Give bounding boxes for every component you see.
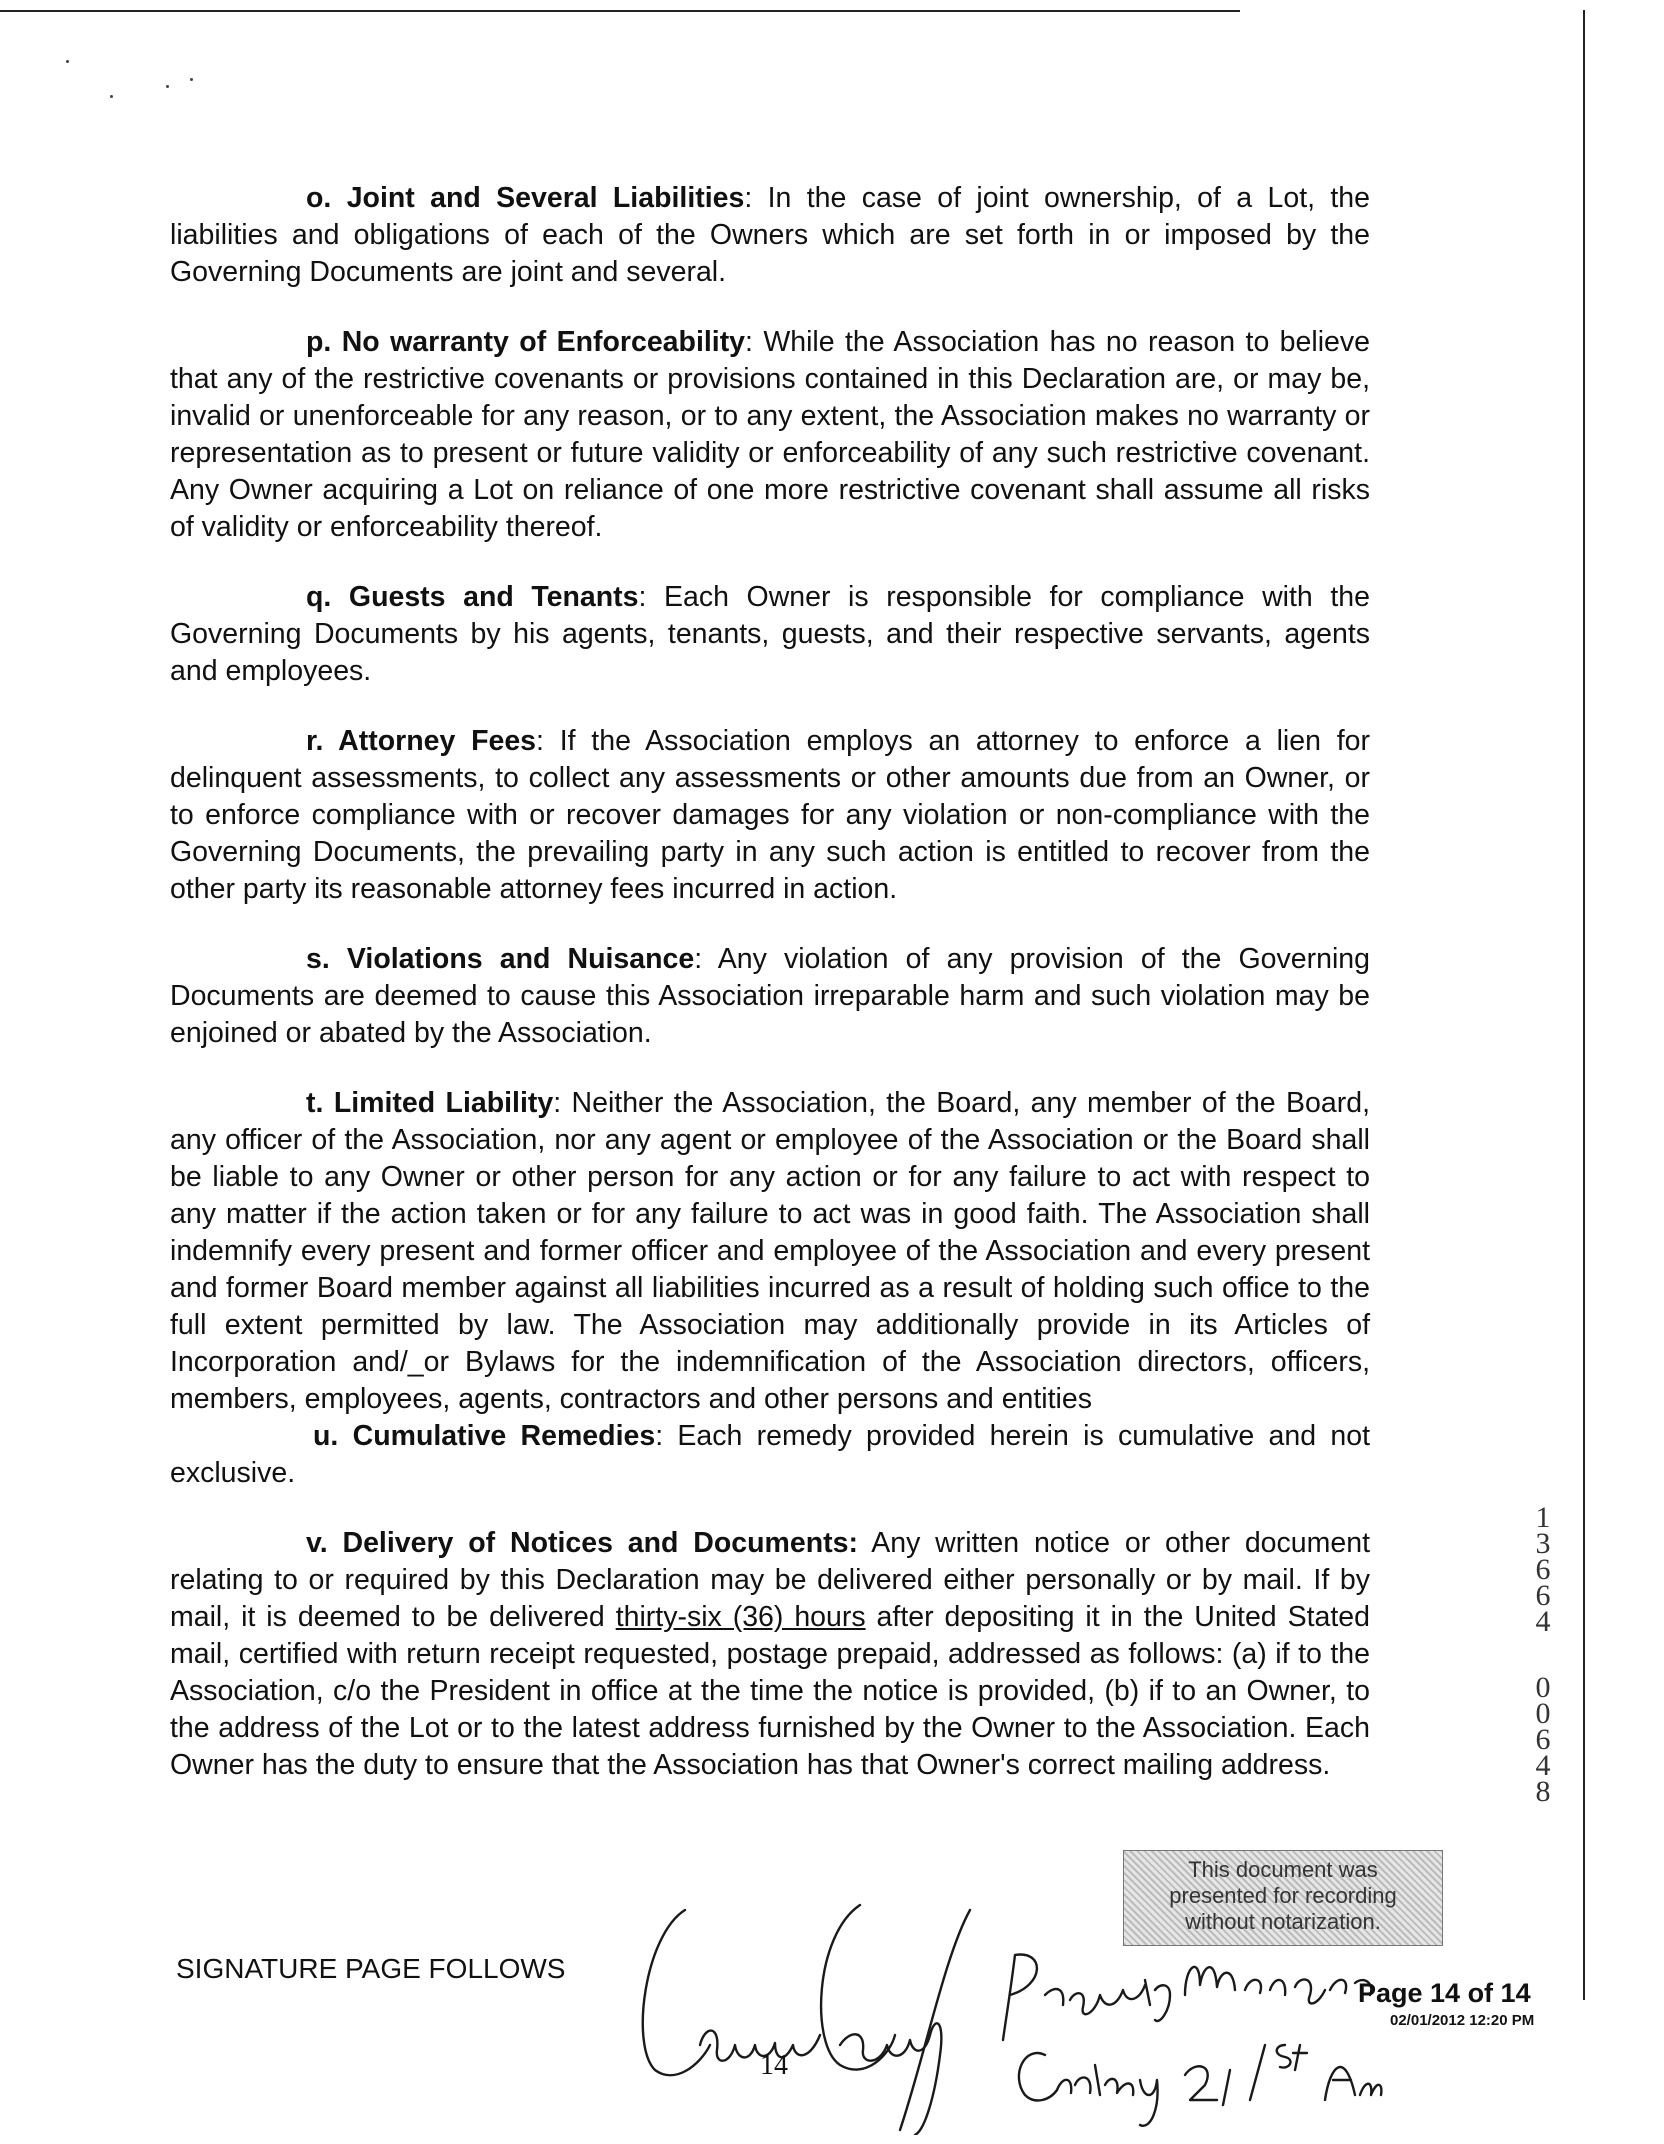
handwritten-signature (625, 1895, 1385, 2135)
section-r (170, 723, 1370, 908)
section-text: : In the case of joint ownership, of a Lot, the liabilities and obligations of each of the Owners which are set forth in or imposed by the Governing Documents are joint and several. (170, 182, 1371, 288)
recording-digit: 6 (1535, 1579, 1551, 1612)
recording-digit: 0 (1535, 1671, 1551, 1704)
recording-digit: 6 (1535, 1553, 1551, 1586)
section-text: after depositing it in the United Stated mail, certified with return receipt requested, postage prepaid, addressed as follows: (a) if to the Association, c/o the President in office at the time the notice is provided, (b) if to an Owner, to the address of the Lot or to the latest address furnished by the Owner to the Association. Each Owner has the duty to ensure that the Association has that Owner's correct mailing address. (170, 1601, 1370, 1781)
stamp-line: presented for recording (1169, 1883, 1397, 1908)
top-rule (0, 10, 1240, 12)
signature-page-follows: SIGNATURE PAGE FOLLOWS (176, 1953, 566, 1984)
recording-digit: 1 (1535, 1501, 1551, 1534)
section-letter: o. (306, 182, 332, 214)
section-letter: r. (306, 725, 324, 757)
stamp-line: without notarization. (1185, 1909, 1381, 1934)
underlined-duration: thirty-six (36) hours (615, 1601, 866, 1633)
page-number: 14 (760, 2050, 788, 2081)
section-heading: Joint and Several Liabilities (346, 182, 745, 214)
right-margin-rule (1583, 10, 1585, 2000)
section-v (170, 1525, 1370, 1784)
section-text: : Any violation of any provision of the Governing Documents are deemed to cause this Association irreparable harm and such violation may be enjoined or abated by the Association. (170, 943, 1370, 1049)
section-letter: p. (306, 326, 332, 358)
stamp-line: This document was (1188, 1857, 1378, 1882)
recording-digit: 6 (1535, 1723, 1551, 1756)
section-text: Any written notice or other document relating to or required by this Declaration may be delivered either personally or by mail. If by mail, it is deemed to be delivered (170, 1527, 1370, 1633)
section-heading: Cumulative Remedies (352, 1420, 656, 1452)
document-body (170, 180, 1370, 1817)
section-text: : If the Association employs an attorney to enforce a lien for delinquent assessments, to collect any assessments or other amounts due from an Owner, or to enforce compliance with or recover damages for any violation or non-compliance with the Governing Documents, the prevailing party in any such action is entitled to recover from the other party its reasonable attorney fees incurred in action. (170, 725, 1370, 905)
section-heading: Violations and Nuisance (346, 943, 695, 975)
scan-speck (66, 60, 69, 63)
section-o (170, 180, 1370, 291)
section-t (170, 1085, 1370, 1418)
section-heading: Delivery of Notices and Documents: (342, 1527, 858, 1559)
recording-digit: 0 (1535, 1697, 1551, 1730)
recording-digit: 4 (1535, 1749, 1551, 1782)
recording-digit: 8 (1535, 1775, 1551, 1808)
section-letter: t. (306, 1087, 324, 1119)
section-text: : Each remedy provided herein is cumulative and not exclusive. (170, 1420, 1370, 1489)
section-heading: No warranty of Enforceability (341, 326, 746, 358)
section-text: : While the Association has no reason to believe that any of the restrictive covenants or provisions contained in this Declaration are, or may be, invalid or unenforceable for any reason, or to any extent, the Association makes no warranty or representation as to present or future validity or enforceability of any such restrictive covenant. Any Owner acquiring a Lot on reliance of one more restrictive covenant shall assume all risks of validity or enforceability thereof. (170, 326, 1370, 543)
section-u (170, 1418, 1370, 1492)
section-text: : Neither the Association, the Board, any member of the Board, any officer of the Association, nor any agent or employee of the Association or the Board shall be liable to any Owner or other person for any action or for any failure to act with respect to any matter if the action taken or for any failure to act was in good faith. The Association shall indemnify every present and former officer and employee of the Association and every present and former Board member against all liabilities incurred as a result of holding such office to the full extent permitted by law. The Association may additionally provide in its Articles of Incorporation and/_or Bylaws for the indemnification of the Association directors, officers, members, employees, agents, contractors and other persons and entities (170, 1087, 1370, 1415)
section-q (170, 579, 1370, 690)
section-letter: s. (306, 943, 330, 975)
section-letter: v. (306, 1527, 328, 1559)
recorder-page-count: Page 14 of 14 (1358, 1978, 1531, 2008)
recording-datetime: 02/01/2012 12:20 PM (1390, 2012, 1535, 2029)
section-text: : Each Owner is responsible for compliance with the Governing Documents by his agents, tenants, guests, and their respective servants, agents and employees. (170, 581, 1370, 687)
section-s (170, 941, 1370, 1052)
scan-speck (166, 85, 169, 88)
section-heading: Limited Liability (333, 1087, 554, 1119)
recording-digit: 4 (1535, 1605, 1551, 1638)
section-p (170, 324, 1370, 546)
recording-digit: 3 (1535, 1527, 1551, 1560)
section-letter: q. (306, 581, 332, 613)
recording-number (1528, 1501, 1558, 1808)
scan-speck (190, 78, 193, 81)
section-heading: Attorney Fees (338, 725, 537, 757)
section-letter: u. (313, 1420, 339, 1452)
section-heading: Guests and Tenants (348, 581, 639, 613)
scan-speck (110, 95, 113, 98)
